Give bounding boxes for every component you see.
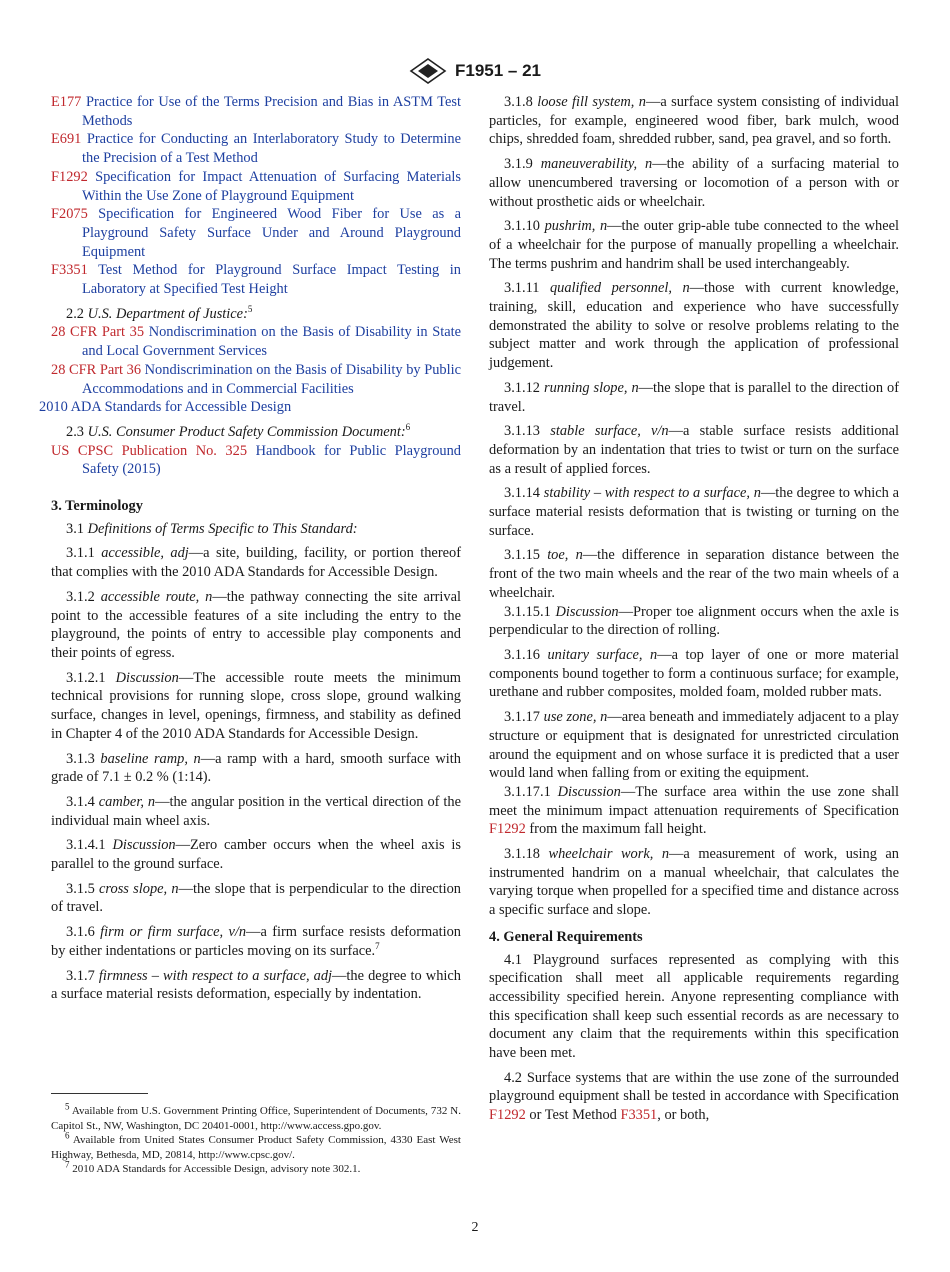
reference-item — [51, 442, 461, 479]
section-heading-terminology: 3. Terminology — [51, 498, 143, 515]
definition-paragraph: 3.1.10 pushrim, n—the outer grip-able tube connected to the wheel of a wheelchair for the purpose of manually propelling a wheelchair. The terms pushrim and handrim shall be used interchangeably. — [489, 218, 899, 272]
definition-paragraph: 3.1.15.1 Discussion—Proper toe alignment occurs when the axle is perpendicular to the direction of rolling. — [489, 603, 899, 639]
reference-title-link[interactable]: Practice for Conducting an Interlaboratory Study to Determine the Precision of a Test Method — [82, 131, 461, 167]
reference-designation-link[interactable]: E691 — [51, 131, 82, 148]
footnote: $^5$ Available from U.S. Government Printing Office, Superintendent of Documents, 732 N. Capitol St., NW, Washington, DC 20401-0001, http://www.access.gpo.gov. — [51, 1101, 461, 1132]
reference-designation-link[interactable]: E177 — [51, 94, 82, 110]
reference-title-link[interactable]: Practice for Use of the Terms Precision and Bias in ASTM Test Methods — [82, 94, 461, 129]
reference-title-link[interactable]: Nondiscrimination on the Basis of Disability in State and Local Government Services — [82, 324, 461, 360]
definition-paragraph: 3.1.5 cross slope, n—the slope that is perpendicular to the direction of travel. — [51, 880, 461, 916]
definition-paragraph: 3.1.11 qualified personnel, n—those with current knowledge, training, skill, education and experience who have successfully demonstrated the ability to solve or resolve problems relating to the subject matter and work through the application of professional judgement. — [489, 280, 899, 372]
definition-paragraph: 3.1 Definitions of Terms Specific to This Standard: — [66, 520, 358, 537]
footnote-marker[interactable]: 6 — [405, 422, 411, 433]
reference-designation-link[interactable]: F3351 — [51, 262, 88, 279]
left-column — [39, 93, 462, 1010]
footnote: $^7$ 2010 ADA Standards for Accessible Design, advisory note 302.1. — [65, 1159, 361, 1175]
reference-list-cpsc — [51, 442, 461, 479]
page-number: 2 — [471, 1220, 479, 1235]
footnote-marker[interactable]: 5 — [247, 303, 253, 314]
reference-designation-link[interactable]: US CPSC Publication No. 325 — [51, 442, 248, 459]
footnote-separator — [51, 1093, 148, 1094]
definition-paragraph: 3.1.16 unitary surface, n—a top layer of one or more material components bound together to form a continuous surface; for example, urethane and rubber composites, molded foam, molded rubber mats. — [489, 646, 899, 701]
reference-designation-link[interactable]: 28 CFR Part 36 — [51, 361, 142, 378]
definition-paragraph: 3.1.1 accessible, adj—a site, building, facility, or portion thereof that complies with the 2010 ADA Standards for Accessible Design. — [51, 545, 461, 581]
reference-title-link[interactable]: Specification for Impact Attenuation of Surfacing Materials Within the Use Zone of Playground Equipment — [82, 168, 461, 204]
reference-title-link[interactable]: Nondiscrimination on the Basis of Disability by Public Accommodations and in Commercial Facilities — [82, 361, 461, 397]
reference-item — [51, 205, 461, 261]
reference-source-heading: 2.3 U.S. Consumer Product Safety Commission Document:$^6$ — [66, 422, 411, 440]
requirement-paragraph: 4.1 Playground surfaces represented as complying with this specification shall meet all applicable requirements regarding accessibility specified herein. Anyone representing compliance with this specification shall keep such essential records as are necessary to document any claim that the requirements within this specification have been met. — [489, 951, 899, 1062]
reference-item — [51, 168, 461, 205]
document-designation: F1951 – 21 — [454, 61, 541, 80]
definition-paragraph: 3.1.2 accessible route, n—the pathway connecting the site arrival point to the accessible features of a site including the entry to the playground, the points of entry to accessible play components and their points of egress. — [51, 588, 461, 661]
standard-cross-reference-link[interactable]: F1292 — [489, 1107, 526, 1124]
reference-item — [39, 398, 461, 417]
reference-item — [51, 361, 461, 398]
definition-paragraph: 3.1.3 baseline ramp, n—a ramp with a hard, smooth surface with grade of 7.1 ± 0.2 % (1:14). — [51, 750, 461, 786]
reference-item — [51, 261, 461, 298]
reference-item — [51, 323, 461, 360]
definition-paragraph: 3.1.12 running slope, n—the slope that is parallel to the direction of travel. — [489, 379, 899, 415]
section-heading-general-requirements: 4. General Requirements — [489, 928, 643, 945]
footnotes — [51, 1101, 461, 1177]
astm-logo-icon — [409, 58, 447, 84]
reference-title-link[interactable]: Handbook for Public Playground Safety (2015) — [82, 442, 461, 478]
footnote: $^6$ Available from United States Consumer Product Safety Commission, 4330 East West Highway, Bethesda, MD, 20814, http://www.cpsc.gov/. — [51, 1130, 461, 1161]
reference-title-link[interactable]: 2010 ADA Standards for Accessible Design — [39, 399, 292, 416]
definition-paragraph: 3.1.13 stable surface, v/n—a stable surface resists additional deformation by an indentation that tries to twist or turn on the surface as a result of applied forces. — [489, 423, 899, 477]
standard-cross-reference-link[interactable]: F1292 — [489, 821, 526, 838]
reference-item — [51, 130, 461, 167]
definition-paragraph: 3.1.4.1 Discussion—Zero camber occurs when the wheel axis is parallel to the ground surface. — [51, 837, 462, 873]
definition-paragraph: 3.1.6 firm or firm surface, v/n—a firm surface resists deformation by either indentations or particles moving on its surface.$^7$ — [51, 924, 461, 959]
definition-paragraph: 3.1.17 use zone, n—area beneath and immediately adjacent to a play structure or equipment that is designated for unrestricted circulation around the equipment and on whose surface it is predicted that a user would land when falling from or exiting the equipment. — [489, 709, 899, 782]
reference-list-astm — [51, 93, 461, 299]
reference-designation-link[interactable]: F2075 — [51, 206, 88, 223]
standard-cross-reference-link[interactable]: F3351 — [620, 1107, 658, 1124]
definition-paragraph: 3.1.15 toe, n—the difference in separation distance between the front of the two main wheels and the rear of the two main wheels of a wheelchair. — [489, 547, 899, 601]
footnote-marker[interactable]: 7 — [375, 941, 380, 952]
definition-paragraph: 3.1.7 firmness – with respect to a surface, adj—the degree to which a surface material resists deformation, especially by indentation. — [51, 967, 461, 1003]
definition-paragraph: 3.1.8 loose fill system, n—a surface system consisting of individual particles, for example, engineered wood fiber, bark mulch, wood chips, shredded foam, shredded rubber, sand, pea gravel, and so forth. — [489, 94, 899, 148]
definition-paragraph: 3.1.14 stability – with respect to a surface, n—the degree to which a surface material resists deformation that is twisting or turning on the surface. — [489, 485, 899, 539]
definition-paragraph: 3.1.4 camber, n—the angular position in the vertical direction of the individual main wheel axis. — [51, 793, 461, 829]
reference-list-doj — [39, 323, 461, 417]
right-column — [489, 93, 899, 1131]
page-header — [0, 58, 950, 84]
definition-paragraph: 3.1.9 maneuverability, n—the ability of a surfacing material to allow unencumbered traversing or locomotion of a person with or without prosthetic aids or wheelchair. — [489, 156, 899, 210]
reference-source-heading: 2.2 U.S. Department of Justice:$^5$ — [66, 303, 253, 322]
reference-title-link[interactable]: Test Method for Playground Surface Impact Testing in Laboratory at Specified Test Height — [82, 262, 461, 298]
definition-paragraph: 3.1.17.1 Discussion—The surface area within the use zone shall meet the minimum impact attenuation requirements of Specification F1292 from the maximum fall height. — [489, 783, 899, 838]
requirement-paragraph: 4.2 Surface systems that are within the use zone of the surrounded playground equipment shall be tested in accordance with Specification F1292 or Test Method F3351, or both, — [489, 1069, 899, 1124]
reference-designation-link[interactable]: F1292 — [51, 168, 88, 185]
reference-designation-link[interactable]: 28 CFR Part 35 — [51, 324, 145, 341]
reference-item — [51, 93, 461, 130]
reference-title-link[interactable]: Specification for Engineered Wood Fiber for Use as a Playground Safety Surface Under and Around Playground Equipment — [82, 206, 461, 260]
definition-paragraph: 3.1.18 wheelchair work, n—a measurement of work, using an instrumented handrim on a manual wheelchair, that calculates the varying torque when propelled for a specified time and distance across a specific surface and slope. — [489, 846, 899, 919]
definition-paragraph: 3.1.2.1 Discussion—The accessible route meets the minimum technical provisions for running slope, cross slope, ground walking surface, changes in level, openings, firmness, and stability as defined in Chapter 4 of the 2010 ADA Standards for Accessible Design. — [51, 669, 461, 742]
